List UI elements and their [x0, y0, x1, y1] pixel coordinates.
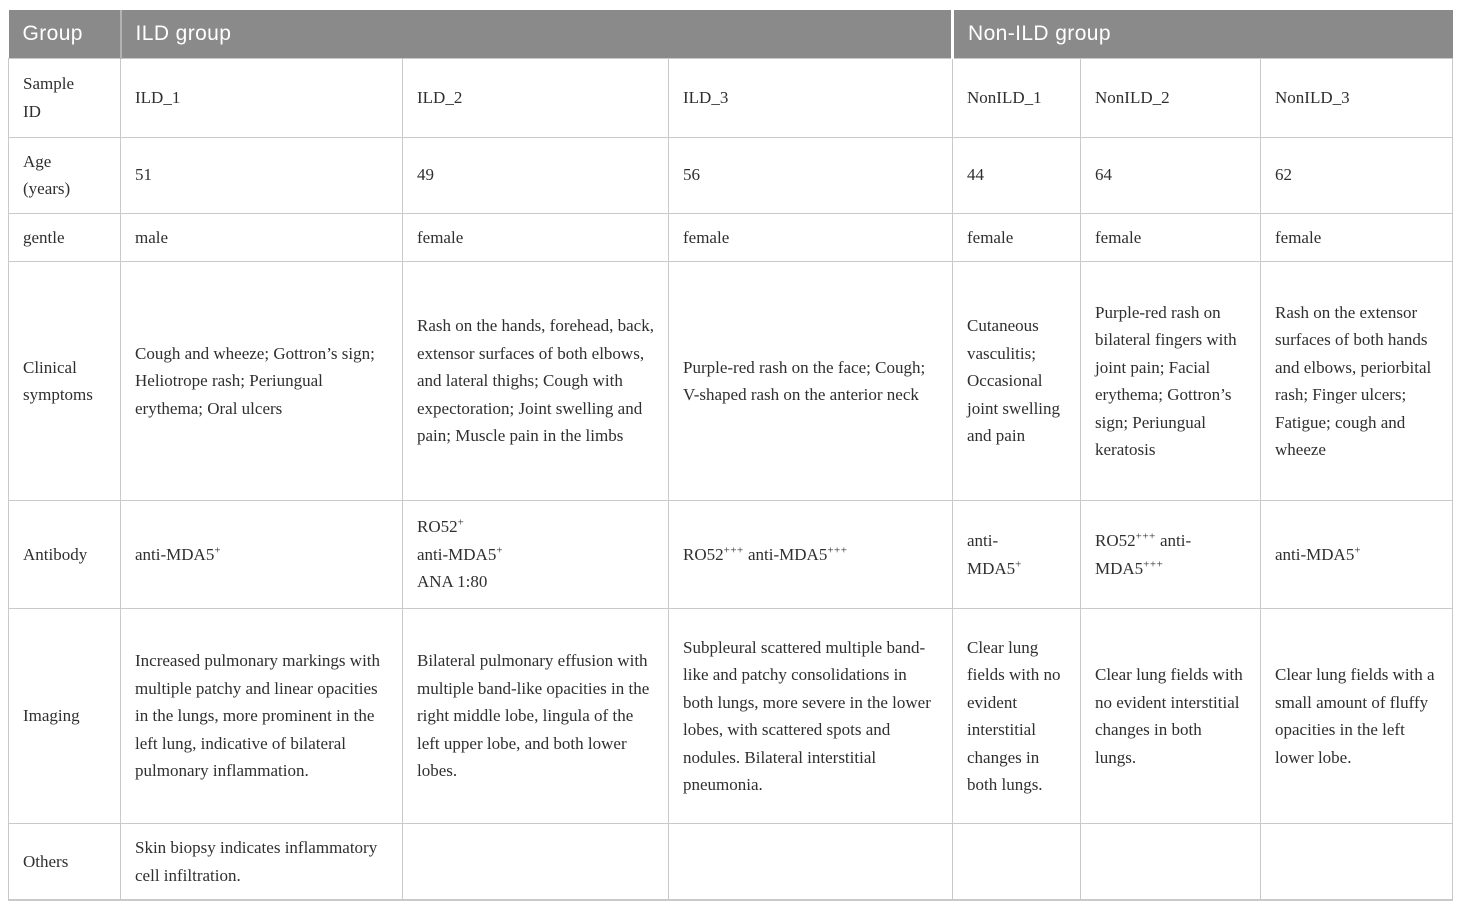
cell-symptoms: Cutaneous vasculitis; Occasional joint swelling and pain: [953, 262, 1081, 501]
table-container: [8, 10, 1453, 901]
cell-symptoms: Purple-red rash on the face; Cough; V-shaped rash on the anterior neck: [669, 262, 953, 501]
cell-imaging: Increased pulmonary markings with multiple patchy and linear opacities in the lungs, more prominent in the left lung, indicative of bilateral pulmonary inflammation.: [121, 609, 403, 824]
row-label-symptoms: [9, 262, 121, 501]
header-non-ild-group: Non-ILD group: [953, 10, 1453, 58]
cell-others: [953, 824, 1081, 901]
cell-age: 64: [1081, 137, 1261, 213]
row-label-age: [9, 137, 121, 213]
cell-gender: female: [669, 213, 953, 262]
cell-antibody: RO52+++ anti- MDA5+++: [1081, 501, 1261, 609]
sample-id-row: [9, 58, 1453, 137]
cell-imaging: Clear lung fields with no evident interstitial changes in both lungs.: [953, 609, 1081, 824]
cell-sample-id: NonILD_2: [1081, 58, 1261, 137]
row-label-antibody: [9, 501, 121, 609]
cell-others: [403, 824, 669, 901]
row-label-text: Sample ID: [23, 73, 74, 121]
cell-others: [1081, 824, 1261, 901]
row-label-imaging: [9, 609, 121, 824]
cell-others: [1261, 824, 1453, 901]
cell-age: 49: [403, 137, 669, 213]
cell-gender: female: [1081, 213, 1261, 262]
cell-age: 51: [121, 137, 403, 213]
cell-symptoms: Rash on the extensor surfaces of both hands and elbows, periorbital rash; Finger ulcers; Fatigue; cough and wheeze: [1261, 262, 1453, 501]
cell-gender: female: [953, 213, 1081, 262]
antibody-row: [9, 501, 1453, 609]
gender-row: [9, 213, 1453, 262]
row-label-gender: [9, 213, 121, 262]
cell-symptoms: Purple-red rash on bilateral fingers with joint pain; Facial erythema; Gottron’s sign; Periungual keratosis: [1081, 262, 1261, 501]
clinical-symptoms-row: [9, 262, 1453, 501]
cell-others: Skin biopsy indicates inflammatory cell infiltration.: [121, 824, 403, 901]
cell-age: 62: [1261, 137, 1453, 213]
age-row: [9, 137, 1453, 213]
cell-sample-id: NonILD_3: [1261, 58, 1453, 137]
header-group: Group: [9, 10, 121, 58]
cell-gender: female: [403, 213, 669, 262]
cell-imaging: Clear lung fields with no evident interstitial changes in both lungs.: [1081, 609, 1261, 824]
imaging-row: [9, 609, 1453, 824]
row-label-text: Antibody: [23, 544, 88, 564]
cell-imaging: Clear lung fields with a small amount of fluffy opacities in the left lower lobe.: [1261, 609, 1453, 824]
row-label-text: Imaging: [23, 706, 80, 726]
row-label-sample-id: [9, 58, 121, 137]
row-label-text: Others: [23, 851, 69, 871]
cell-antibody: anti-MDA5+: [121, 501, 403, 609]
cell-sample-id: ILD_3: [669, 58, 953, 137]
others-row: [9, 824, 1453, 901]
cell-sample-id: NonILD_1: [953, 58, 1081, 137]
cell-gender: male: [121, 213, 403, 262]
cell-antibody: anti- MDA5+: [953, 501, 1081, 609]
cell-antibody: RO52+ anti-MDA5+ ANA 1:80: [403, 501, 669, 609]
cell-gender: female: [1261, 213, 1453, 262]
cell-imaging: Bilateral pulmonary effusion with multiple band-like opacities in the right middle lobe, lingula of the left upper lobe, and both lower lobes.: [403, 609, 669, 824]
row-label-text: gentle: [23, 227, 65, 247]
cell-imaging: Subpleural scattered multiple band-like and patchy consolidations in both lungs, more severe in the lower lobes, with scattered spots and nodules. Bilateral interstitial pneumonia.: [669, 609, 953, 824]
row-label-text: Clinical symptoms: [23, 357, 93, 405]
cell-age: 44: [953, 137, 1081, 213]
cell-age: 56: [669, 137, 953, 213]
header-ild-group: ILD group: [121, 10, 953, 58]
row-label-others: [9, 824, 121, 901]
cell-sample-id: ILD_1: [121, 58, 403, 137]
cell-sample-id: ILD_2: [403, 58, 669, 137]
row-label-text: Age (years): [23, 151, 71, 199]
cell-symptoms: Rash on the hands, forehead, back, extensor surfaces of both elbows, and lateral thighs; Cough with expectoration; Joint swelling and pain; Muscle pain in the limbs: [403, 262, 669, 501]
cell-antibody: anti-MDA5+: [1261, 501, 1453, 609]
group-header-row: [9, 10, 1453, 58]
patient-characteristics-table: [8, 10, 1453, 901]
cell-others: [669, 824, 953, 901]
cell-antibody: RO52+++ anti-MDA5+++: [669, 501, 953, 609]
cell-symptoms: Cough and wheeze; Gottron’s sign; Heliotrope rash; Periungual erythema; Oral ulcers: [121, 262, 403, 501]
